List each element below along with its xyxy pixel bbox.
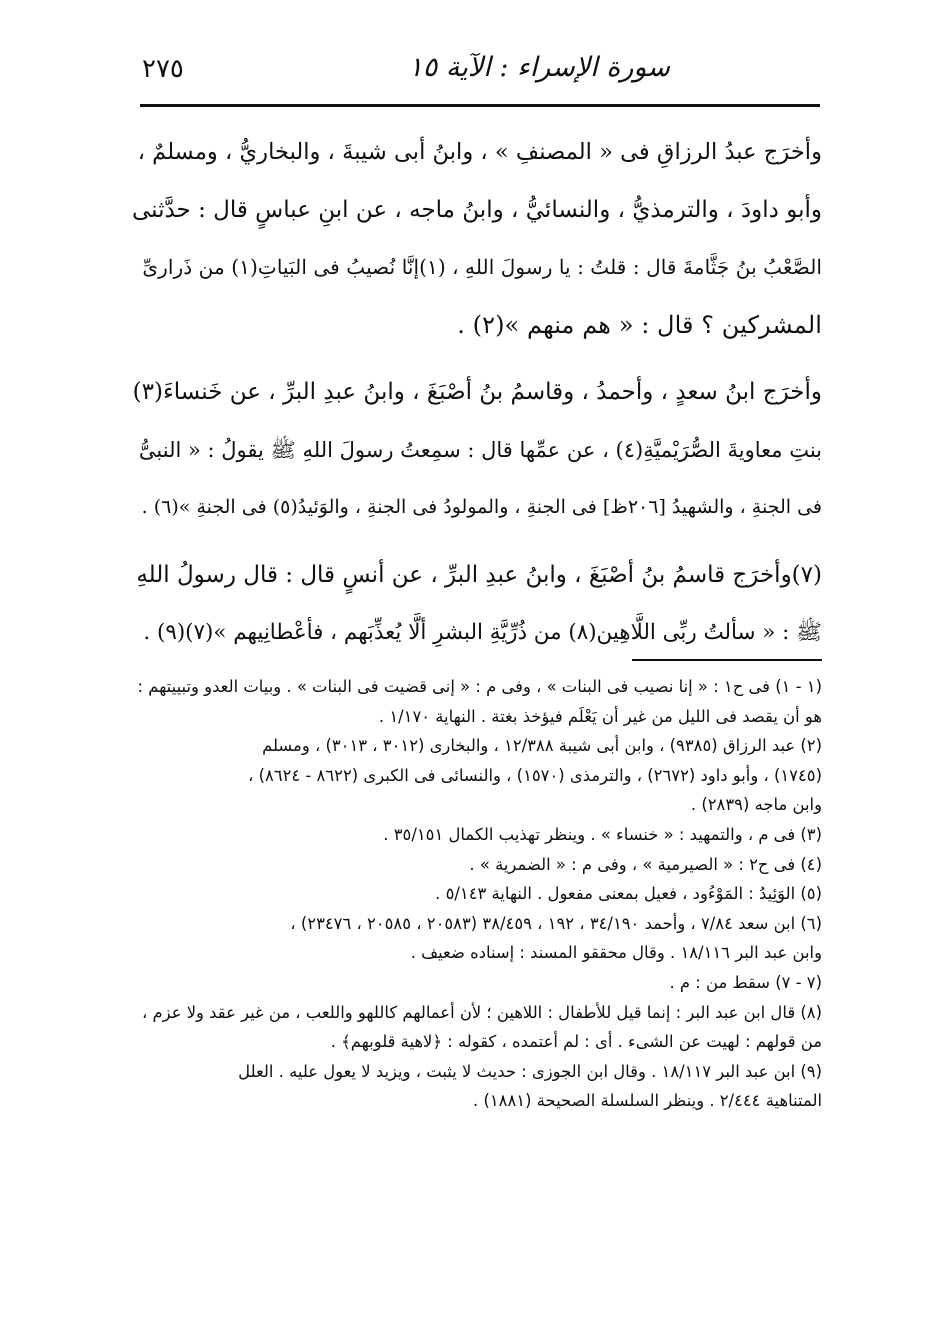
- footnote-line: (٦) ابن سعد ٧/٨٤ ، وأحمد ٣٤/١٩٠ ، ١٩٢ ، ٣٨/٤٥٩ (٢٠٥٨٣ ، ٢٠٥٨٥ ، ٢٣٤٧٦) ،: [290, 913, 822, 933]
- footnote-2: [132, 731, 822, 820]
- footnote-line: (٧ - ٧) سقط من : م .: [669, 972, 822, 992]
- text-line: وأبو داودَ ، والترمذيُّ ، والنسائيُّ ، وابنُ ماجه ، عن ابنِ عباسٍ قال : حدَّثنى: [131, 196, 822, 223]
- footnote-line: هو أن يقصد فى الليل من غير أن يَعْلَم فيؤخذ بغتة . النهاية ١/١٧٠ .: [378, 706, 822, 726]
- footnote-8: [132, 998, 822, 1057]
- footnote-line: وابن ماجه (٢٨٣٩) .: [690, 795, 822, 815]
- running-title: سورة الإسراء : الآية ١٥: [408, 52, 670, 83]
- header-rule: [140, 104, 820, 107]
- text-line: وأخرَج ابنُ سعدٍ ، وأحمدُ ، وقاسمُ بنُ أصْبَغَ ، وابنُ عبدِ البرِّ ، عن خَنساءَ(٣): [132, 379, 822, 405]
- main-text: [132, 124, 822, 662]
- footnote-line: (٩) ابن عبد البر ١٨/١١٧ . وقال ابن الجوزى : حديث لا يثبت ، ويزيد لا يعول عليه . العلل: [238, 1061, 822, 1081]
- text-line: الصَّعْبُ بنُ جَثَّامةَ قال : قلتُ : يا رسولَ اللهِ ، (١)إنَّا نُصيبُ فى البَياتِ(١) من ذَرارىِّ: [142, 255, 822, 279]
- footnote-5: [132, 879, 822, 909]
- text-line: ﷺ : « سألتُ ربِّى اللَّاهِين(٨) من ذُرِّيَّةِ البشرِ ألَّا يُعذِّبَهم ، فأعْطانِيهم »(٧)(٩) .: [143, 620, 822, 645]
- footnote-7: [132, 968, 822, 998]
- page-header: [120, 48, 820, 100]
- footnote-1: [132, 672, 822, 731]
- text-line: وأخرَج عبدُ الرزاقِ فى « المصنفِ » ، وابنُ أبى شيبةَ ، والبخاريُّ ، ومسلمٌ ،: [137, 139, 822, 165]
- page-number: ٢٧٥: [142, 54, 184, 84]
- footnote-4: [132, 850, 822, 880]
- footnote-line: (٣) فى م ، والتمهيد : « خنساء » . وينظر تهذيب الكمال ٣٥/١٥١ .: [383, 824, 822, 844]
- footnote-line: وابن عبد البر ١٨/١١٦ . وقال محققو المسند : إسناده ضعيف .: [410, 943, 822, 963]
- footnote-3: [132, 820, 822, 850]
- footnote-6: [132, 909, 822, 968]
- footnote-line: (١٧٤٥) ، وأبو داود (٢٦٧٢) ، والترمذى (١٥٧٠) ، والنسائى فى الكبرى (٨٦٢٢ - ٨٦٢٤) ،: [248, 765, 822, 785]
- text-line: المشركين ؟ قال : « هم منهم »(٢) .: [457, 310, 822, 339]
- footnote-line: (٤) فى ح٢ : « الصيرمية » ، وفى م : « الضمرية » .: [469, 854, 822, 874]
- paragraph-1: [132, 124, 822, 354]
- text-line: (٧)وأخرَج قاسمُ بنُ أصْبَغَ ، وابنُ عبدِ البرِّ ، عن أنسٍ قال : قال رسولُ اللهِ: [136, 561, 822, 588]
- footnote-line: (٨) قال ابن عبد البر : إنما قيل للأطفال : اللاهين ؛ لأن أعمالهم كاللهو واللعب ، من غير عقد ولا عزم ،: [142, 1002, 822, 1022]
- footnote-line: (٢) عبد الرزاق (٩٣٨٥) ، وابن أبى شيبة ١٢/٣٨٨ ، والبخارى (٣٠١٢ ، ٣٠١٣) ، ومسلم: [262, 736, 822, 756]
- footnote-line: (١ - ١) فى ح١ : « إنا نصيب فى البنات » ، وفى م : « إنى قضيت فى البنات » . وبيات العدو وتبييتهم :: [137, 677, 822, 696]
- footnote-line: من قولهم : لهيت عن الشىء . أى : لم أعتمده ، كقوله : ﴿لاهية قلوبهم﴾ .: [330, 1032, 822, 1052]
- footnote-line: المتناهية ٢/٤٤٤ . وينظر السلسلة الصحيحة (١٨٨١) .: [473, 1091, 822, 1111]
- paragraph-2: [132, 364, 822, 537]
- footnote-line: (٥) الوَئِيدُ : المَوْءُود ، فعيل بمعنى مفعول . النهاية ٥/١٤٣ .: [435, 884, 822, 904]
- text-line: بنتِ معاويةَ الصُّرَيْميَّةِ(٤) ، عن عمِّها قال : سمِعتُ رسولَ اللهِ ﷺ يقولُ : « النبىُّ: [138, 437, 822, 462]
- footnotes: [132, 672, 822, 1116]
- paragraph-3: [132, 547, 822, 662]
- text-line: فى الجنةِ ، والشهيدُ [٢٠٦ظ] فى الجنةِ ، والمولودُ فى الجنةِ ، والوَئيدُ(٥) فى الجنةِ »(٦) .: [141, 496, 822, 518]
- footnote-separator: [632, 659, 822, 661]
- footnote-9: [132, 1057, 822, 1116]
